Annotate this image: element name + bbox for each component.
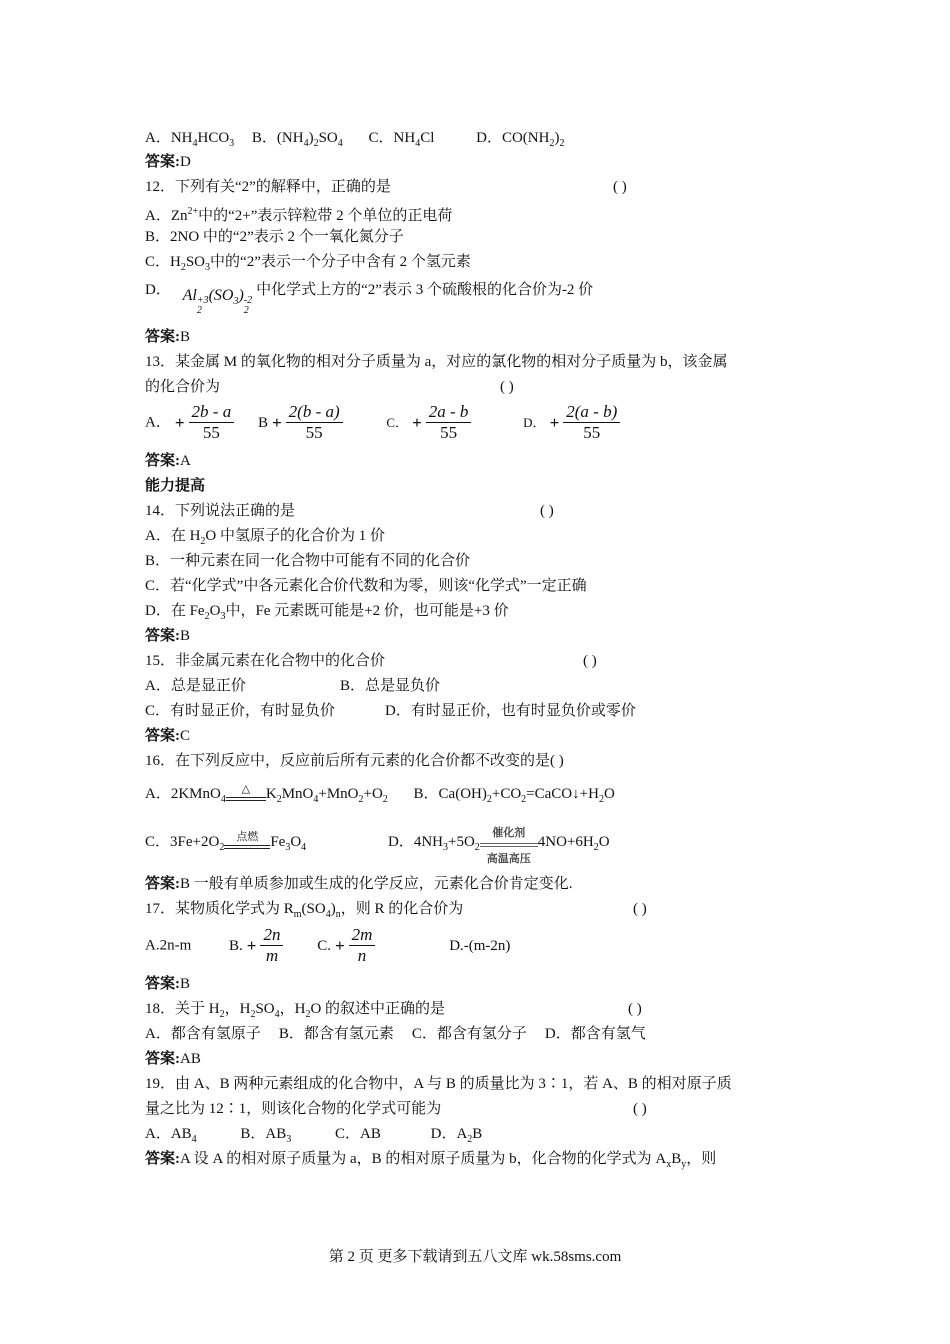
q15-options-cd: C．有时显正价，有时显负价 D．有时显正价，也有时显负价或零价: [145, 703, 636, 719]
q14-option-a: A．在 $H_2O$ 中氢原子的化合价为 1 价: [145, 528, 386, 547]
q12-stem: 12．下列有关“2”的解释中，正确的是 ( ): [145, 179, 627, 195]
q14-option-c: C．若“化学式”中各元素化合价代数和为零，则该“化学式”一定正确: [145, 578, 587, 594]
q13-stem-2: 的化合价为 ( ): [145, 379, 514, 395]
ignite-condition-sign: 点燃: [224, 833, 270, 853]
q12-formula: Al +3 2 $(SO_3)$ -2 2: [182, 287, 253, 316]
q17-answer: 答案:B: [145, 976, 191, 992]
q17-c-fraction: $\frac{2m}{n}$: [349, 925, 376, 966]
q11-answer: 答案:D: [145, 154, 191, 170]
q17-stem: 17．某物质化学式为 $R_m(SO_4)_n$，则 R 的化合价为 ( ): [145, 901, 647, 920]
precipitate-arrow: ↓: [572, 786, 580, 802]
q19-answer: 答案:A 设 A 的相对原子质量为 a，B 的相对原子质量为 b，化合物的化学式为 $A_xB_y$，则: [145, 1151, 717, 1170]
q14-answer: 答案:B: [145, 628, 191, 644]
q15-stem: 15．非金属元素在化合物中的化合价 ( ): [145, 653, 597, 669]
q14-option-b: B．一种元素在同一化合物中可能有不同的化合价: [145, 553, 471, 569]
q13-answer: 答案:A: [145, 453, 191, 469]
q12-answer: 答案:B: [145, 329, 191, 345]
q18-stem: 18．关于 $H_2$，$H_2SO_4$，$H_2O$ 的叙述中正确的是 ( ): [145, 1001, 642, 1020]
q18-answer: 答案:AB: [145, 1051, 201, 1067]
q19-stem-1: 19．由 A、B 两种元素组成的化合物中，A 与 B 的质量比为 3∶1，若 A、B 的相对原子质: [145, 1076, 732, 1092]
q15-answer: 答案:C: [145, 728, 191, 744]
q16-options-ab: A．2KMnO$_4$ △ $K_2MnO_4+MnO_2+O_2$ B．$Ca(OH)_2+CO_2=CaCO↓+H_2O$: [145, 782, 615, 805]
q14-option-d: D．在 $Fe_2O_3$中，Fe 元素既可能是+2 价，也可能是+3 价: [145, 603, 509, 622]
q13-b-fraction: $\frac{2(b - a)}{55}$: [286, 402, 343, 443]
q16-answer: 答案:B 一般有单质参加或生成的化学反应，元素化合价肯定变化.: [145, 876, 573, 892]
q19-options: A．$AB_4$ B．$AB_3$ C．AB D．$A_2B$: [145, 1126, 483, 1145]
q13-c-fraction: $\frac{2a - b}{55}$: [426, 402, 472, 443]
q13-options: A． + $\frac{2b - a}{55}$ B + $\frac{2(b - a)}{55}$ C． + $\frac{2a - b}{55}$ D． + $\frac{2(a - b)}{55}$: [145, 402, 622, 443]
q15-options-ab: A．总是显正价 B．总是显负价: [145, 678, 441, 694]
q18-options: A．都含有氢原子 B．都含有氢元素 C．都含有氢分子 D．都含有氢气: [145, 1026, 646, 1042]
q11-options: A．$NH_4HCO_3$ B．$(NH_4)_2SO_4$ C．$NH_4Cl$ D．$CO(NH_2)_2$: [145, 130, 565, 149]
q12-option-c: C．$H_2SO_3$中的“2”表示一个分子中含有 2 个氢元素: [145, 254, 471, 273]
q12-option-a: A．$Zn^{2+}$中的“2+”表示锌粒带 2 个单位的正电荷: [145, 206, 453, 224]
q17-options: A.2n-m B. + $\frac{2n}{m}$ C. + $\frac{2m}{n}$ D.-(m-2n): [145, 925, 511, 965]
q16-options-cd: C．$3Fe+2O_2$ 点燃 $Fe_3O_4$ D．$4NH_3+5O_2$ 催化剂 高温高压 $4NO+6H_2O$: [145, 826, 610, 865]
catalyst-condition-sign: 催化剂 高温高压: [480, 833, 538, 853]
section-heading: 能力提高: [145, 478, 206, 494]
q13-d-fraction: $\frac{2(a - b)}{55}$: [563, 402, 620, 443]
q13-a-fraction: $\frac{2b - a}{55}$: [189, 402, 235, 443]
q14-stem: 14．下列说法正确的是 ( ): [145, 503, 554, 519]
q19-stem-2: 量之比为 12∶1，则该化合物的化学式可能为 ( ): [145, 1101, 647, 1117]
page-footer: 第 2 页 更多下载请到五八文库 wk.58sms.com: [328, 1249, 622, 1265]
q12-option-b: B．2NO 中的“2”表示 2 个一氧化氮分子: [145, 229, 404, 245]
q12-option-d: D． Al +3 2 $(SO_3)$ -2 2 中化学式上方的“2”表示 3 个硫酸根的化合价为-2 价: [145, 282, 594, 316]
q16-stem: 16．在下列反应中，反应前后所有元素的化合价都不改变的是( ): [145, 753, 564, 769]
q13-stem-1: 13．某金属 M 的氧化物的相对分子质量为 a，对应的氯化物的相对分子质量为 b，该金属: [145, 354, 728, 370]
heat-condition-sign: △: [226, 785, 266, 805]
q17-b-fraction: $\frac{2n}{m}$: [260, 925, 283, 966]
